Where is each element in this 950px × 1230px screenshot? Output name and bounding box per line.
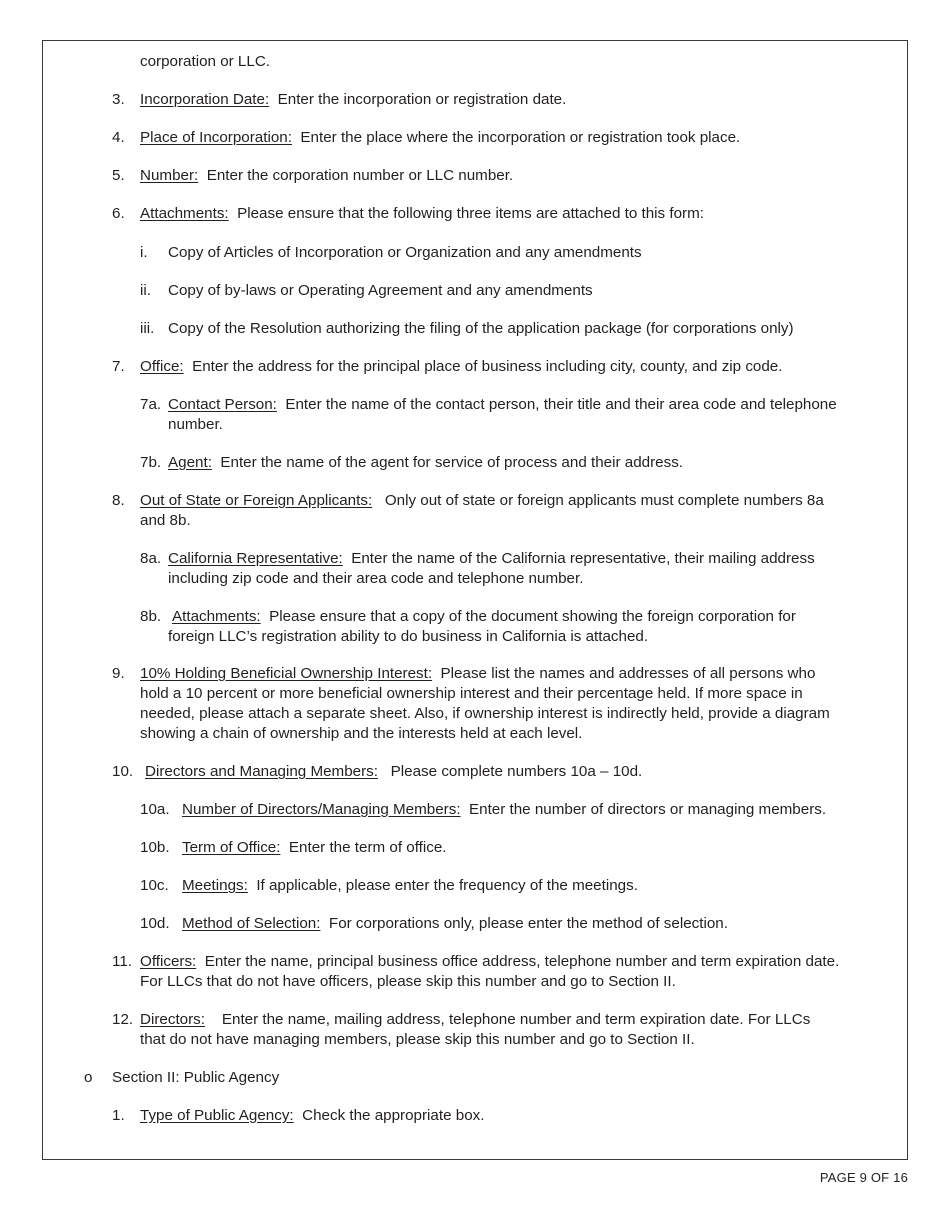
list-item: Copy of the Resolution authorizing the filing of the application package (for corporations only) xyxy=(168,320,794,337)
list-number: 10. xyxy=(112,763,134,780)
section-bullet: o xyxy=(84,1069,93,1086)
list-number: 10c. xyxy=(140,877,169,894)
list-item: Out of State or Foreign Applicants: Only out of state or foreign applicants must complete numbers 8a xyxy=(140,492,824,509)
list-number: 10d. xyxy=(140,915,170,932)
list-item: Incorporation Date: Enter the incorporation or registration date. xyxy=(140,91,567,108)
list-item-continuation: showing a chain of ownership and the interests held at each level. xyxy=(140,725,583,742)
section-heading: Section II: Public Agency xyxy=(112,1069,280,1086)
list-item: Number of Directors/Managing Members: Enter the number of directors or managing members. xyxy=(182,801,827,818)
list-item-continuation: needed, please attach a separate sheet. Also, if ownership interest is indirectly held, provide a diagram xyxy=(140,705,830,722)
list-item: Agent: Enter the name of the agent for service of process and their address. xyxy=(168,454,684,471)
list-number: iii. xyxy=(140,320,155,337)
list-item: Copy of Articles of Incorporation or Organization and any amendments xyxy=(168,244,642,261)
list-number: 8a. xyxy=(140,550,162,567)
list-item-continuation: including zip code and their area code and telephone number. xyxy=(168,570,584,587)
list-item-continuation: For LLCs that do not have officers, please skip this number and go to Section II. xyxy=(140,973,676,990)
list-number: 12. xyxy=(112,1011,134,1028)
list-number: i. xyxy=(140,244,148,261)
list-item-continuation: that do not have managing members, please skip this number and go to Section II. xyxy=(140,1031,695,1048)
list-item: Officers: Enter the name, principal business office address, telephone number and term expiration date. xyxy=(140,953,840,970)
list-item: Place of Incorporation: Enter the place where the incorporation or registration took place. xyxy=(140,129,741,146)
list-item-continuation: number. xyxy=(168,416,223,433)
list-number: 10b. xyxy=(140,839,170,856)
page-number: PAGE 9 OF 16 xyxy=(819,1170,908,1185)
list-item: Attachments: Please ensure that a copy of the document showing the foreign corporation for xyxy=(172,608,796,625)
list-number: 7b. xyxy=(140,454,162,471)
list-item: 10% Holding Beneficial Ownership Interest: Please list the names and addresses of all persons who xyxy=(140,665,816,682)
continuation-line: corporation or LLC. xyxy=(140,53,271,70)
list-item-continuation: hold a 10 percent or more beneficial ownership interest and their percentage held. If more space in xyxy=(140,685,803,702)
list-number: 3. xyxy=(112,91,125,108)
list-item: Office: Enter the address for the principal place of business including city, county, and zip code. xyxy=(140,358,783,375)
list-item: Directors: Enter the name, mailing address, telephone number and term expiration date. For LLCs xyxy=(140,1011,811,1028)
list-number: 5. xyxy=(112,167,125,184)
list-item: Copy of by-laws or Operating Agreement and any amendments xyxy=(168,282,593,299)
list-number: 4. xyxy=(112,129,125,146)
list-item: California Representative: Enter the name of the California representative, their mailing address xyxy=(168,550,815,567)
list-number: 8. xyxy=(112,492,125,509)
list-number: 1. xyxy=(112,1107,125,1124)
list-item: Number: Enter the corporation number or LLC number. xyxy=(140,167,514,184)
list-item: Term of Office: Enter the term of office. xyxy=(182,839,447,856)
list-item-continuation: foreign LLC’s registration ability to do business in California is attached. xyxy=(168,628,649,645)
list-item: Type of Public Agency: Check the appropriate box. xyxy=(140,1107,485,1124)
list-item: Method of Selection: For corporations only, please enter the method of selection. xyxy=(182,915,728,932)
list-number: 6. xyxy=(112,205,125,222)
list-number: 7a. xyxy=(140,396,162,413)
list-number: 8b. xyxy=(140,608,162,625)
list-number: 11. xyxy=(112,953,132,970)
list-item: Attachments: Please ensure that the following three items are attached to this form: xyxy=(140,205,704,222)
list-item-continuation: and 8b. xyxy=(140,512,191,529)
list-item: Directors and Managing Members: Please complete numbers 10a – 10d. xyxy=(145,763,643,780)
list-number: 10a. xyxy=(140,801,170,818)
list-number: ii. xyxy=(140,282,151,299)
list-item: Meetings: If applicable, please enter the frequency of the meetings. xyxy=(182,877,638,894)
list-number: 7. xyxy=(112,358,125,375)
list-item: Contact Person: Enter the name of the contact person, their title and their area code and telephone xyxy=(168,396,837,413)
list-number: 9. xyxy=(112,665,125,682)
